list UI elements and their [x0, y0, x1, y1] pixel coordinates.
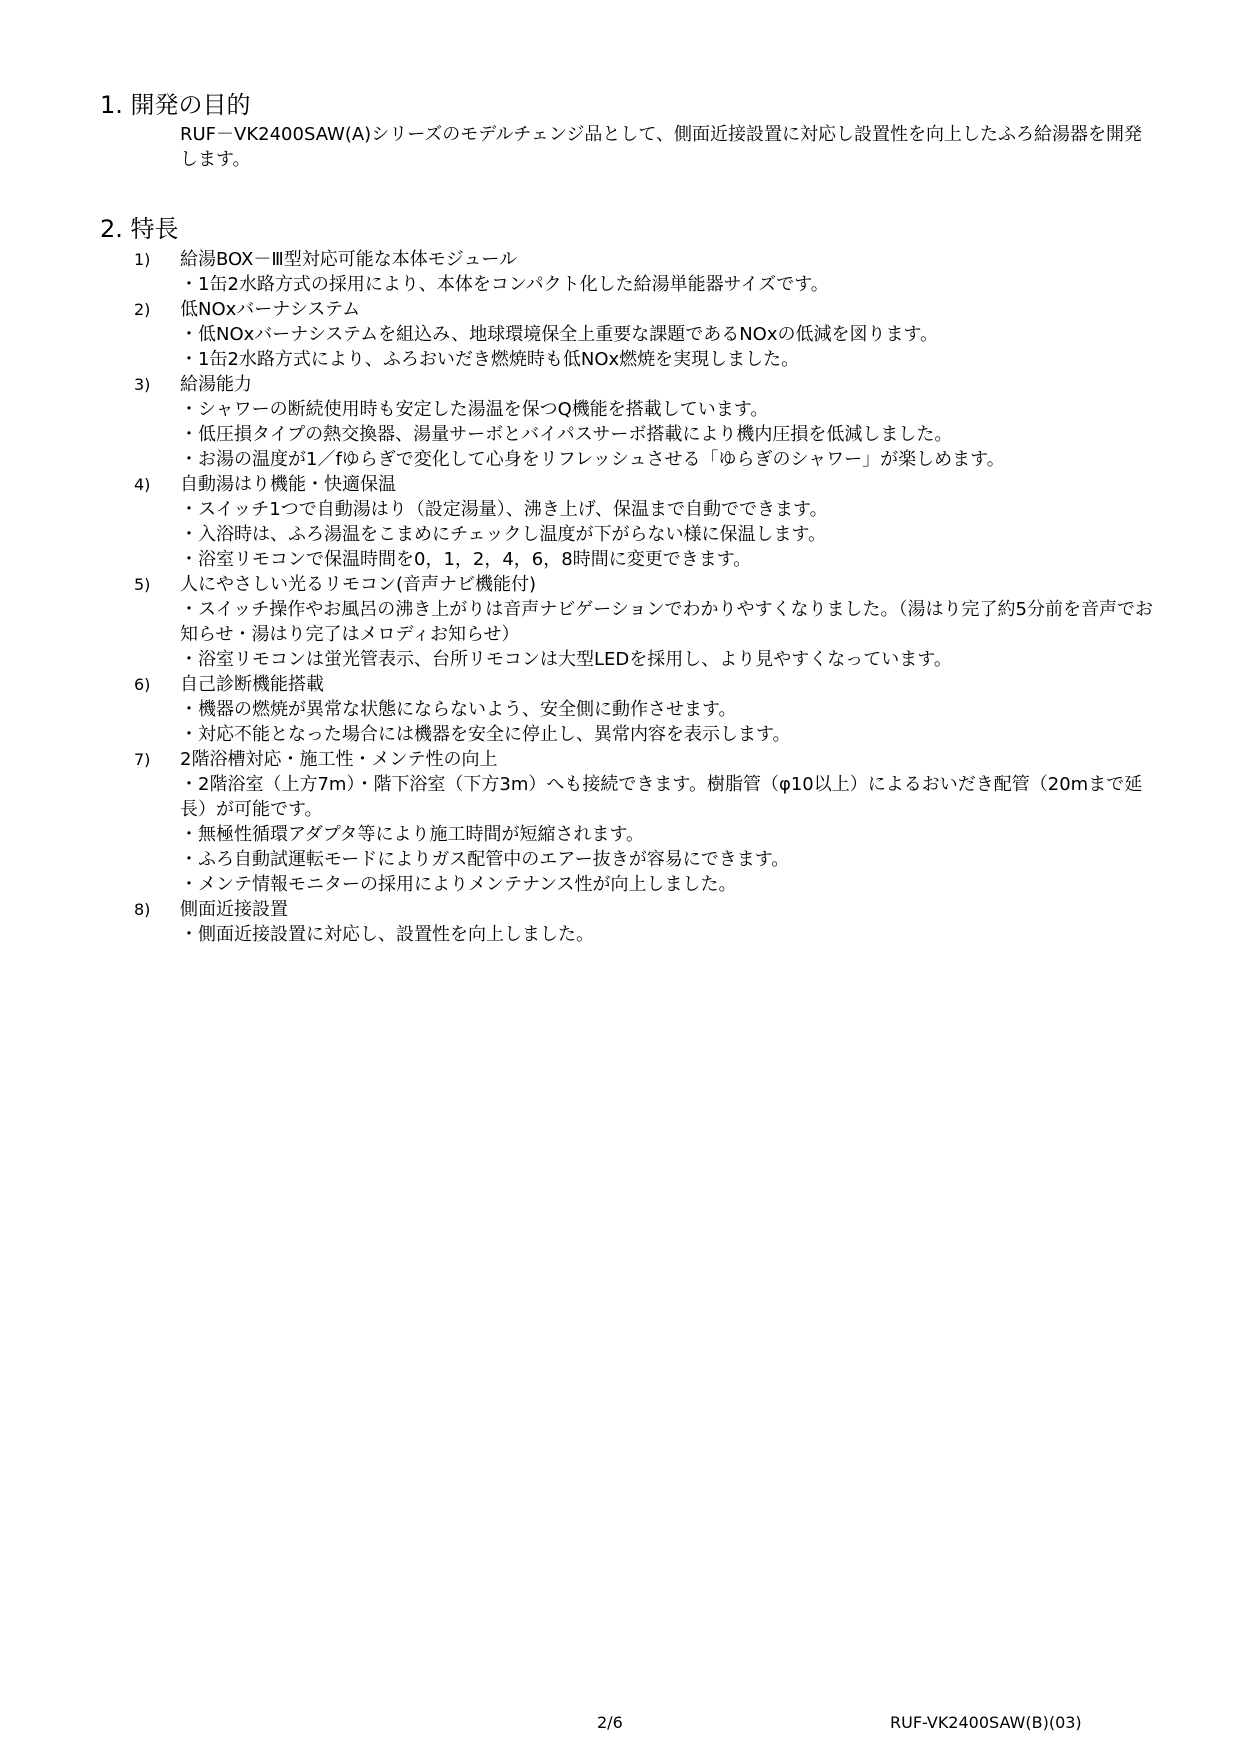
feature-line: ・機器の燃焼が異常な状態にならないよう、安全側に動作させます。	[180, 699, 737, 720]
feature-lines	[180, 322, 1160, 372]
feature-title: 2階浴槽対応・施工性・メンテ性の向上	[180, 749, 498, 770]
feature-line: ・スイッチ操作やお風呂の沸き上がりは音声ナビゲーションでわかりやすくなりました。（湯はり完了約5分前を音声でお知らせ・湯はり完了はメロディお知らせ）	[180, 599, 1154, 645]
feature-lines	[180, 597, 1160, 672]
feature-line: ・1缶2水路方式により、ふろおいだき燃焼時も低NOx燃焼を実現しました。	[180, 349, 800, 370]
feature-line: ・無極性循環アダプタ等により施工時間が短縮されます。	[180, 824, 645, 845]
feature-line: ・低圧損タイプの熱交換器、湯量サーボとバイパスサーボ搭載により機内圧損を低減しました。	[180, 424, 953, 445]
feature-line: ・対応不能となった場合には機器を安全に停止し、異常内容を表示します。	[180, 724, 791, 745]
feature-lines	[180, 497, 1160, 572]
feature-number: 1)	[134, 250, 151, 269]
feature-title: 人にやさしい光るリモコン(音声ナビ機能付)	[180, 574, 537, 595]
feature-number: 5)	[134, 575, 151, 594]
feature-line: ・低NOxバーナシステムを組込み、地球環境保全上重要な課題であるNOxの低減を図ります。	[180, 324, 939, 345]
feature-line: ・シャワーの断続使用時も安定した湯温を保つQ機能を搭載しています。	[180, 399, 769, 420]
feature-number: 4)	[134, 475, 151, 494]
section-body: RUF－VK2400SAW(A)シリーズのモデルチェンジ品として、側面近接設置に対応し設置性を向上したふろ給湯器を開発します。	[180, 124, 1143, 170]
feature-line: ・お湯の温度が1／fゆらぎで変化して心身をリフレッシュさせる「ゆらぎのシャワー」が楽しめます。	[180, 449, 1005, 470]
feature-lines	[180, 397, 1160, 472]
feature-line: ・スイッチ1つで自動湯はり（設定湯量）、沸き上げ、保温まで自動でできます。	[180, 499, 828, 520]
feature-lines	[180, 272, 1160, 297]
document-code: RUF-VK2400SAW(B)(03)	[890, 1713, 1082, 1732]
feature-title: 給湯能力	[180, 374, 252, 395]
feature-title: 自動湯はり機能・快適保温	[180, 474, 396, 495]
feature-line: ・1缶2水路方式の採用により、本体をコンパクト化した給湯単能器サイズです。	[180, 274, 829, 295]
feature-line: ・2階浴室（上方7m）・階下浴室（下方3m）へも接続できます。樹脂管（φ10以上）によるおいだき配管（20mまで延長）が可能です。	[180, 774, 1143, 820]
feature-line: ・浴室リモコンは蛍光管表示、台所リモコンは大型LEDを採用し、より見やすくなっています。	[180, 649, 952, 670]
feature-title: 給湯BOX－Ⅲ型対応可能な本体モジュール	[180, 249, 518, 270]
feature-title: 低NOxバーナシステム	[180, 299, 361, 320]
feature-line: ・メンテ情報モニターの採用によりメンテナンス性が向上しました。	[180, 874, 737, 895]
feature-lines	[180, 772, 1160, 897]
page-number: 2/6	[597, 1713, 623, 1732]
section-title: 1. 開発の目的	[100, 91, 251, 119]
section-title: 2. 特長	[100, 215, 179, 243]
feature-line: ・側面近接設置に対応し、設置性を向上しました。	[180, 924, 594, 945]
feature-line: ・ふろ自動試運転モードによりガス配管中のエアー抜きが容易にできます。	[180, 849, 790, 870]
feature-number: 8)	[134, 900, 151, 919]
feature-number: 6)	[134, 675, 151, 694]
feature-number: 3)	[134, 375, 151, 394]
feature-title: 側面近接設置	[180, 899, 288, 920]
feature-number: 2)	[134, 300, 151, 319]
feature-title: 自己診断機能搭載	[180, 674, 324, 695]
feature-line: ・浴室リモコンで保温時間を0，1，2，4，6，8時間に変更できます。	[180, 549, 752, 570]
feature-number: 7)	[134, 750, 151, 769]
feature-lines	[180, 697, 1160, 747]
feature-lines	[180, 922, 1160, 947]
feature-line: ・入浴時は、ふろ湯温をこまめにチェックし温度が下がらない様に保温します。	[180, 524, 827, 545]
